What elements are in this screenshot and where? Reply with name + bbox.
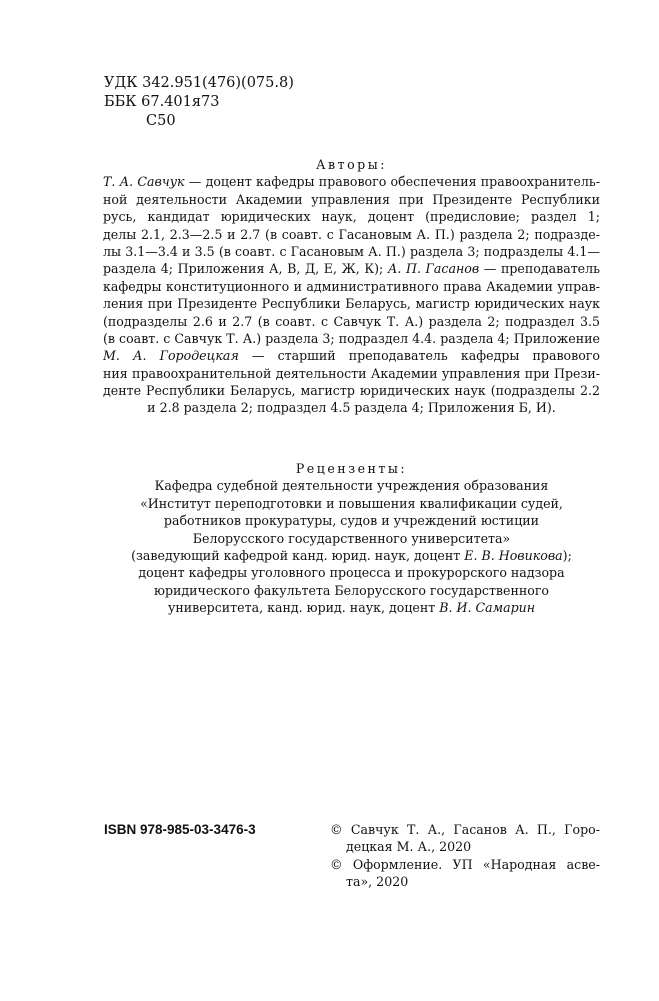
reviewer-text: ); [562,547,572,563]
authors-line: (в соавт. с Савчук Т. А.) раздела 3; подраздел 4.4. раздела 4; Приложение [103,330,600,346]
authors-section [103,156,600,417]
reviewers-line: «Институт переподготовки и повышения квалификации судей, [140,495,563,511]
authors-line: ния правоохранительной деятельности Академии управления при Прези- [103,365,600,381]
copyright-block [330,821,600,891]
authors-line: русь, кандидат юридических наук, доцент (предисловие; раздел 1; [103,209,600,225]
copyright-line: © Савчук Т. А., Гасанов А. П., Горо- [330,822,600,837]
authors-line [103,347,600,364]
isbn: ISBN 978-985-03-3476-3 [104,822,256,837]
author-text: — доцент кафедры правового обеспечения правоохранитель- [184,174,600,190]
copyright-line: децкая М. А., 2020 [346,839,472,855]
authors-line [103,173,600,190]
bbk-code: ББК 67.401я73 [104,94,220,110]
author-text: — старший преподаватель кафедры правового [251,348,600,364]
authors-line: ления при Президенте Республики Беларусь, магистр юридических наук [103,296,600,312]
author-name: А. П. Гасанов [387,261,480,277]
authors-line: кафедры конституционного и административного права Академии управ- [103,278,600,294]
authors-line: (подразделы 2.6 и 2.7 (в соавт. с Савчук Т. А.) раздела 2; подраздел 3.5 [103,313,600,329]
authors-line: лы 3.1—3.4 и 3.5 (в соавт. с Гасановым А. П.) раздела 3; подразделы 4.1— [103,243,600,259]
reviewers-line [103,547,600,564]
authors-line: и 2.8 раздела 2; подраздел 4.5 раздела 4; Приложения Б, И). [147,400,556,416]
authors-line: денте Республики Беларусь, магистр юридических наук (подразделы 2.2 [103,383,600,399]
reviewer-text: университета, канд. юрид. наук, доцент [167,600,440,616]
copyright-line: та», 2020 [346,874,409,890]
authors-heading: Авторы: [315,157,387,172]
copyright-line: © Оформление. УП «Народная асве- [330,856,600,872]
reviewers-heading: Рецензенты: [295,461,408,476]
author-text: — преподаватель [479,261,600,277]
reviewers-line: работников прокуратуры, судов и учреждений юстиции [163,513,540,529]
authors-line [103,260,600,277]
reviewers-line: Кафедра судебной деятельности учреждения образования [154,478,549,494]
reviewer-text: (заведующий кафедрой канд. юрид. наук, доцент [131,547,465,563]
reviewers-line [103,599,600,616]
authors-line: делы 2.1, 2.3—2.5 и 2.7 (в соавт. с Гасановым А. П.) раздела 2; подразде- [103,226,600,242]
reviewers-line: доцент кафедры уголовного процесса и прокурорского надзора [138,565,565,581]
author-name: М. А. Городецкая [103,348,239,364]
author-mark: С50 [146,113,176,129]
author-text: раздела 4; Приложения А, В, Д, Е, Ж, К); [103,261,384,277]
authors-line: ной деятельности Академии управления при Президенте Республики [103,191,600,207]
reviewer-name: Е. В. Новикова [464,547,563,563]
reviewer-name: В. И. Самарин [439,600,536,616]
author-name: Т. А. Савчук [103,174,185,190]
classification-codes [104,74,294,131]
reviewers-section [103,460,600,617]
reviewers-line: Белорусского государственного университета» [192,530,511,546]
udk-code: УДК 342.951(476)(075.8) [104,75,294,91]
reviewers-line: юридического факультета Белорусского государственного [153,582,550,598]
